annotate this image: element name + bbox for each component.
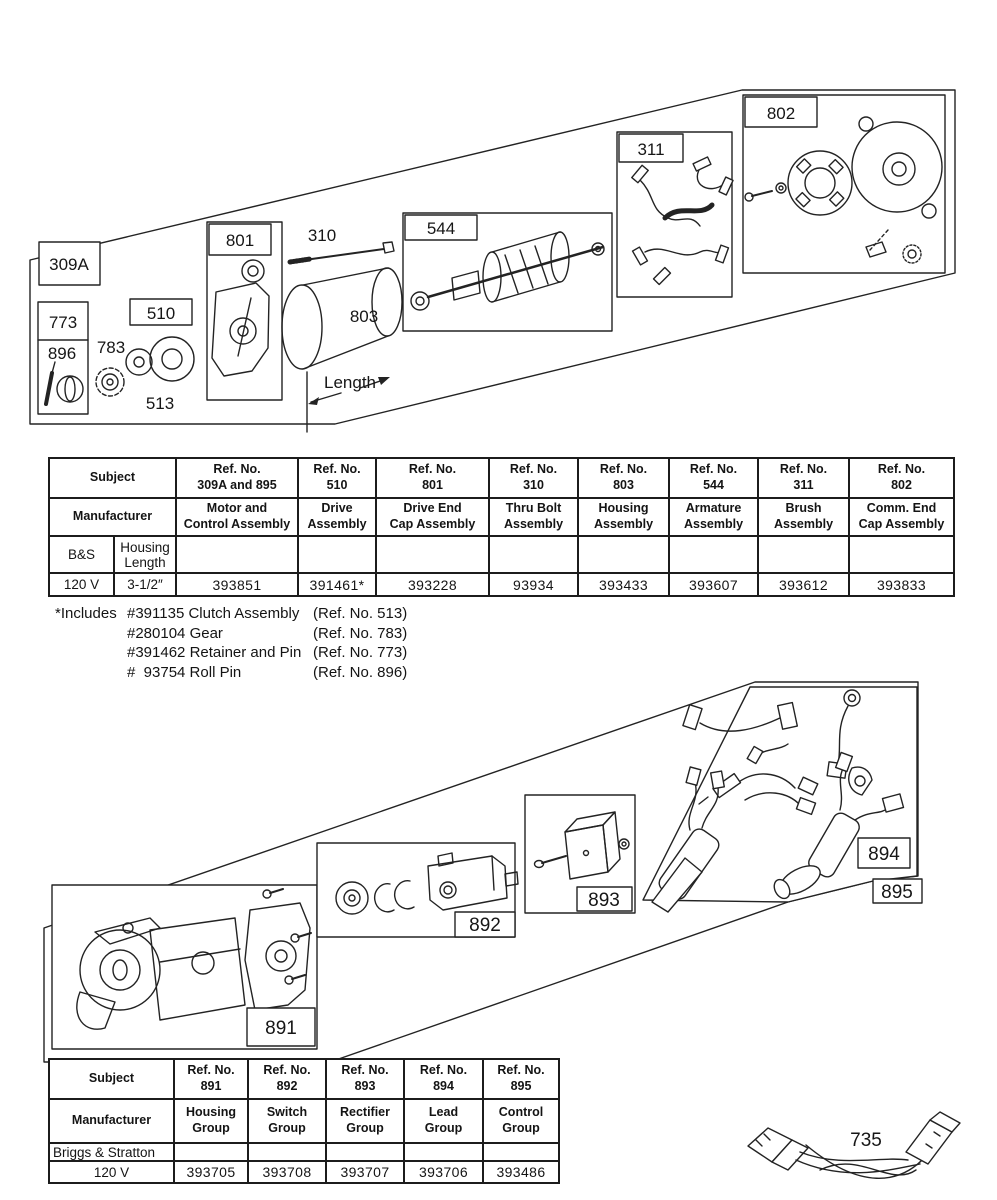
col-header: Ref. No. 311 (758, 458, 849, 498)
part-label-895: 895 (881, 882, 913, 903)
group-name: Lead Group (404, 1099, 483, 1143)
length-value-cell: 3-1/2″ (114, 573, 176, 596)
footnote-ref: (Ref. No. 513) (313, 605, 408, 623)
part-number: 393612 (758, 573, 849, 596)
parts-table-starter (48, 457, 955, 597)
table-row (49, 1161, 559, 1183)
part-label-310: 310 (307, 226, 337, 245)
part-number: 393707 (326, 1161, 404, 1183)
part-number: 393851 (176, 573, 298, 596)
group-name: Switch Group (248, 1099, 326, 1143)
assembly-name: Armature Assembly (669, 498, 758, 536)
col-header: Ref. No. 310 (489, 458, 578, 498)
part-number: 393706 (404, 1161, 483, 1183)
length-label: Length (324, 373, 376, 392)
footnote-prefix: *Includes (55, 605, 117, 623)
table-row (49, 573, 954, 596)
col-header: Ref. No. 802 (849, 458, 954, 498)
assembly-name: Motor and Control Assembly (176, 498, 298, 536)
part-number: 391461* (298, 573, 376, 596)
col-header: Ref. No. 892 (248, 1059, 326, 1099)
part-number: 393433 (578, 573, 669, 596)
group-name: Housing Group (174, 1099, 248, 1143)
part-label-893: 893 (588, 890, 620, 911)
part-label-896: 896 (47, 344, 77, 363)
col-header: Ref. No. 544 (669, 458, 758, 498)
part-label-891: 891 (265, 1018, 297, 1039)
part-label-544: 544 (426, 219, 456, 238)
part-number: 393607 (669, 573, 758, 596)
col-header: Ref. No. 894 (404, 1059, 483, 1099)
assembly-name: Brush Assembly (758, 498, 849, 536)
part-label-894: 894 (868, 844, 900, 865)
part-number: 393833 (849, 573, 954, 596)
subject-header: Subject (49, 1059, 174, 1099)
subject-header: Subject (49, 458, 176, 498)
part-label-801: 801 (225, 231, 255, 250)
part-number: 393705 (174, 1161, 248, 1183)
part-label-735: 735 (850, 1130, 882, 1151)
col-header: Ref. No. 895 (483, 1059, 559, 1099)
brand-cell: Briggs & Stratton (49, 1143, 174, 1161)
assembly-name: Drive End Cap Assembly (376, 498, 489, 536)
part-number: 393228 (376, 573, 489, 596)
manufacturer-header: Manufacturer (49, 1099, 174, 1143)
assembly-name: Housing Assembly (578, 498, 669, 536)
col-header: Ref. No. 309A and 895 (176, 458, 298, 498)
part-label-783: 783 (96, 338, 126, 357)
footnote-line: #280104 Gear (Ref. No. 783) (127, 624, 408, 642)
col-header: Ref. No. 801 (376, 458, 489, 498)
col-header: Ref. No. 803 (578, 458, 669, 498)
footnote-part: #391135 Clutch Assembly (127, 605, 300, 623)
gear-783 (96, 368, 124, 396)
part-number: 93934 (489, 573, 578, 596)
thru-bolt-310 (290, 242, 394, 262)
table-row (49, 1143, 559, 1161)
housing-803 (282, 268, 402, 369)
footnote-line: # 93754 Roll Pin (Ref. No. 896) (127, 663, 408, 681)
footnote-line (55, 604, 435, 624)
col-header: Ref. No. 891 (174, 1059, 248, 1099)
part-number: 393486 (483, 1161, 559, 1183)
table-row (49, 536, 954, 573)
table-row (49, 1099, 559, 1143)
part-label-513: 513 (145, 394, 175, 413)
part-label-892: 892 (469, 915, 501, 936)
parts-table-groups (48, 1058, 560, 1184)
col-header: Ref. No. 893 (326, 1059, 404, 1099)
voltage-cell: 120 V (49, 573, 114, 596)
figure-switch-groups (0, 660, 997, 1080)
table-row (49, 458, 954, 498)
assembly-name: Drive Assembly (298, 498, 376, 536)
part-number: 393708 (248, 1161, 326, 1183)
housing-length-cell: Housing Length (114, 536, 176, 573)
voltage-cell: 120 V (49, 1161, 174, 1183)
part-label-510: 510 (146, 304, 176, 323)
part-label-773: 773 (48, 313, 78, 332)
group-name: Rectifier Group (326, 1099, 404, 1143)
brand-cell: B&S (49, 536, 114, 573)
part-label-309a: 309A (49, 255, 89, 274)
part-label-803: 803 (349, 307, 379, 326)
part-label-311: 311 (637, 140, 665, 159)
table-row (49, 1059, 559, 1099)
col-header: Ref. No. 510 (298, 458, 376, 498)
manufacturer-header: Manufacturer (49, 498, 176, 536)
assembly-name: Thru Bolt Assembly (489, 498, 578, 536)
figure-starter-motor (0, 0, 997, 455)
table-row (49, 498, 954, 536)
group-name: Control Group (483, 1099, 559, 1143)
footnote-line: #391462 Retainer and Pin (Ref. No. 773) (127, 644, 408, 662)
assembly-name: Comm. End Cap Assembly (849, 498, 954, 536)
power-cord-735 (730, 1090, 997, 1200)
part-label-802: 802 (766, 104, 796, 123)
